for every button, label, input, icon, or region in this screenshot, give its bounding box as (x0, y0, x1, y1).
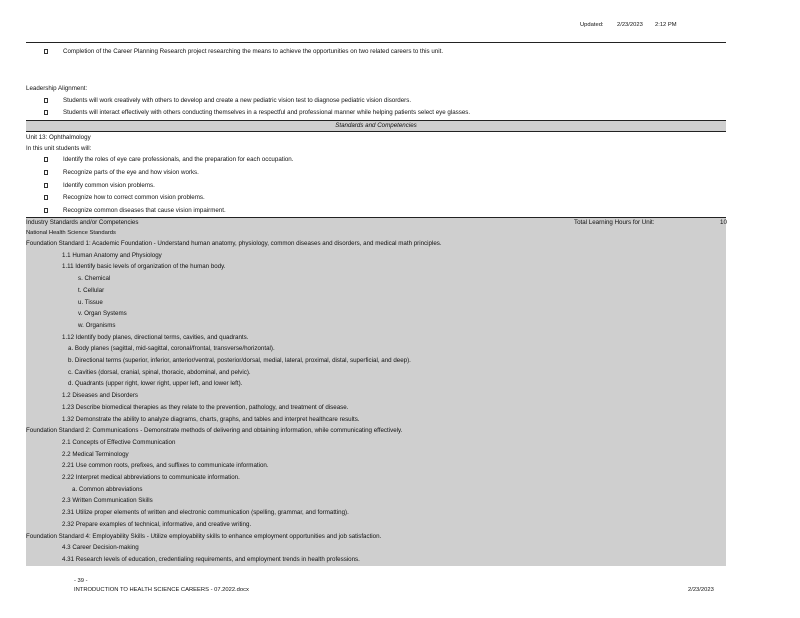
footer-date: 2/23/2023 (688, 587, 714, 593)
standard-line: 2.31 Utilize proper elements of written and electronic communication (spelling, grammar, and formatting). (62, 509, 349, 517)
bullet-icon (44, 98, 48, 103)
intro-bullet-text: Completion of the Career Planning Research project researching the means to achieve the opportunities on two related careers to this unit. (63, 48, 444, 55)
unit-title: Unit 13: Ophthalmology (26, 134, 91, 141)
standard-line: 2.1 Concepts of Effective Communication (62, 438, 176, 446)
standard-line: a. Common abbreviations (72, 485, 143, 493)
standard-line: 4.31 Research levels of education, credentialing requirements, and employment trends in health professions. (62, 555, 360, 563)
bullet-icon (44, 157, 48, 162)
bullet-icon (44, 170, 48, 175)
bullet-icon (44, 183, 48, 188)
standard-line: 1.23 Describe biomedical therapies as they relate to the prevention, pathology, and treatment of disease. (62, 403, 349, 411)
standards-bar (26, 120, 726, 132)
standard-line: 1.1 Human Anatomy and Physiology (62, 251, 162, 259)
leadership-heading: Leadership Alignment: (26, 85, 88, 92)
standard-line: 1.12 Identify body planes, directional terms, cavities, and quadrants. (62, 333, 249, 341)
unit-item: Recognize parts of the eye and how vision works. (63, 169, 199, 176)
standard-line: a. Body planes (sagittal, mid-sagittal, coronal/frontal, transverse/horizontal). (68, 345, 275, 353)
updated-date: 2/23/2023 (617, 22, 643, 28)
standard-line: u. Tissue (78, 298, 103, 306)
bullet-icon (44, 110, 48, 115)
standard-line: b. Directional terms (superior, inferior, anterior/ventral, posterior/dorsal, medial, lateral, proximal, distal, superficial, and deep). (68, 357, 411, 364)
total-hours-label: Total Learning Hours for Unit: (574, 219, 655, 226)
page-number: - 39 - (74, 578, 88, 584)
industry-bar-left: Industry Standards and/or Competencies (26, 219, 139, 226)
unit-item: Recognize how to correct common vision problems. (63, 194, 205, 201)
unit-item: Identify common vision problems. (63, 182, 155, 189)
standard-line: s. Chemical (78, 275, 111, 283)
document-name: INTRODUCTION TO HEALTH SCIENCE CAREERS - 07.2022.docx (74, 587, 249, 593)
foundation-standard-line: Foundation Standard 4: Employability Skills - Utilize employability skills to enhance employment opportunities and job satisfaction. (26, 532, 382, 540)
leadership-item: Students will interact effectively with others conducting themselves in a respectful and professional manner while helping patients select eye glasses. (63, 109, 471, 116)
standard-line: 2.21 Use common roots, prefixes, and suffixes to communicate information. (62, 462, 269, 470)
standard-line: 2.2 Medical Terminology (62, 450, 129, 458)
leadership-item: Students will work creatively with others to develop and create a new pediatric vision test to diagnose pediatric vision disorders. (63, 97, 412, 104)
updated-label: Updated: (580, 22, 604, 28)
standard-line: 1.11 Identify basic levels of organization of the human body. (62, 263, 226, 271)
top-rule (26, 42, 726, 43)
standard-line: d. Quadrants (upper right, lower right, upper left, and lower left). (68, 380, 243, 388)
standard-line: 1.2 Diseases and Disorders (62, 392, 139, 400)
unit-intro: In this unit students will: (26, 145, 92, 152)
standard-line: v. Organ Systems (78, 310, 127, 318)
total-hours-value: 10 (720, 219, 727, 226)
standard-line: 2.22 Interpret medical abbreviations to communicate information. (62, 474, 240, 481)
standard-line: t. Cellular (78, 286, 105, 294)
updated-time: 2:12 PM (655, 22, 677, 28)
standard-line: c. Cavities (dorsal, cranial, spinal, thoracic, abdominal, and pelvic). (68, 368, 251, 376)
unit-item: Identify the roles of eye care professionals, and the preparation for each occupation. (63, 156, 294, 163)
standard-line: w. Organisms (78, 321, 116, 329)
nhss-title: National Health Science Standards (26, 230, 116, 236)
bullet-icon (44, 49, 48, 54)
foundation-standard-line: Foundation Standard 2: Communications - Demonstrate methods of delivering and obtaining information, while communicating effectively. (26, 427, 403, 435)
standards-body (26, 228, 726, 566)
standards-bar-label: Standards and Competencies (335, 122, 417, 129)
bullet-icon (44, 208, 48, 213)
unit-item: Recognize common diseases that cause vision impairment. (63, 207, 226, 214)
standard-line: 2.3 Written Communication Skills (62, 497, 153, 505)
standard-line: 2.32 Prepare examples of technical, informative, and creative writing. (62, 520, 252, 528)
foundation-standard-line: Foundation Standard 1: Academic Foundation - Understand human anatomy, physiology, common diseases and disorders, and medical math principles. (26, 240, 442, 247)
standard-line: 4.3 Career Decision-making (62, 544, 139, 552)
bullet-icon (44, 195, 48, 200)
standard-line: 1.32 Demonstrate the ability to analyze diagrams, charts, graphs, and tables and interpret healthcare results. (62, 415, 360, 423)
